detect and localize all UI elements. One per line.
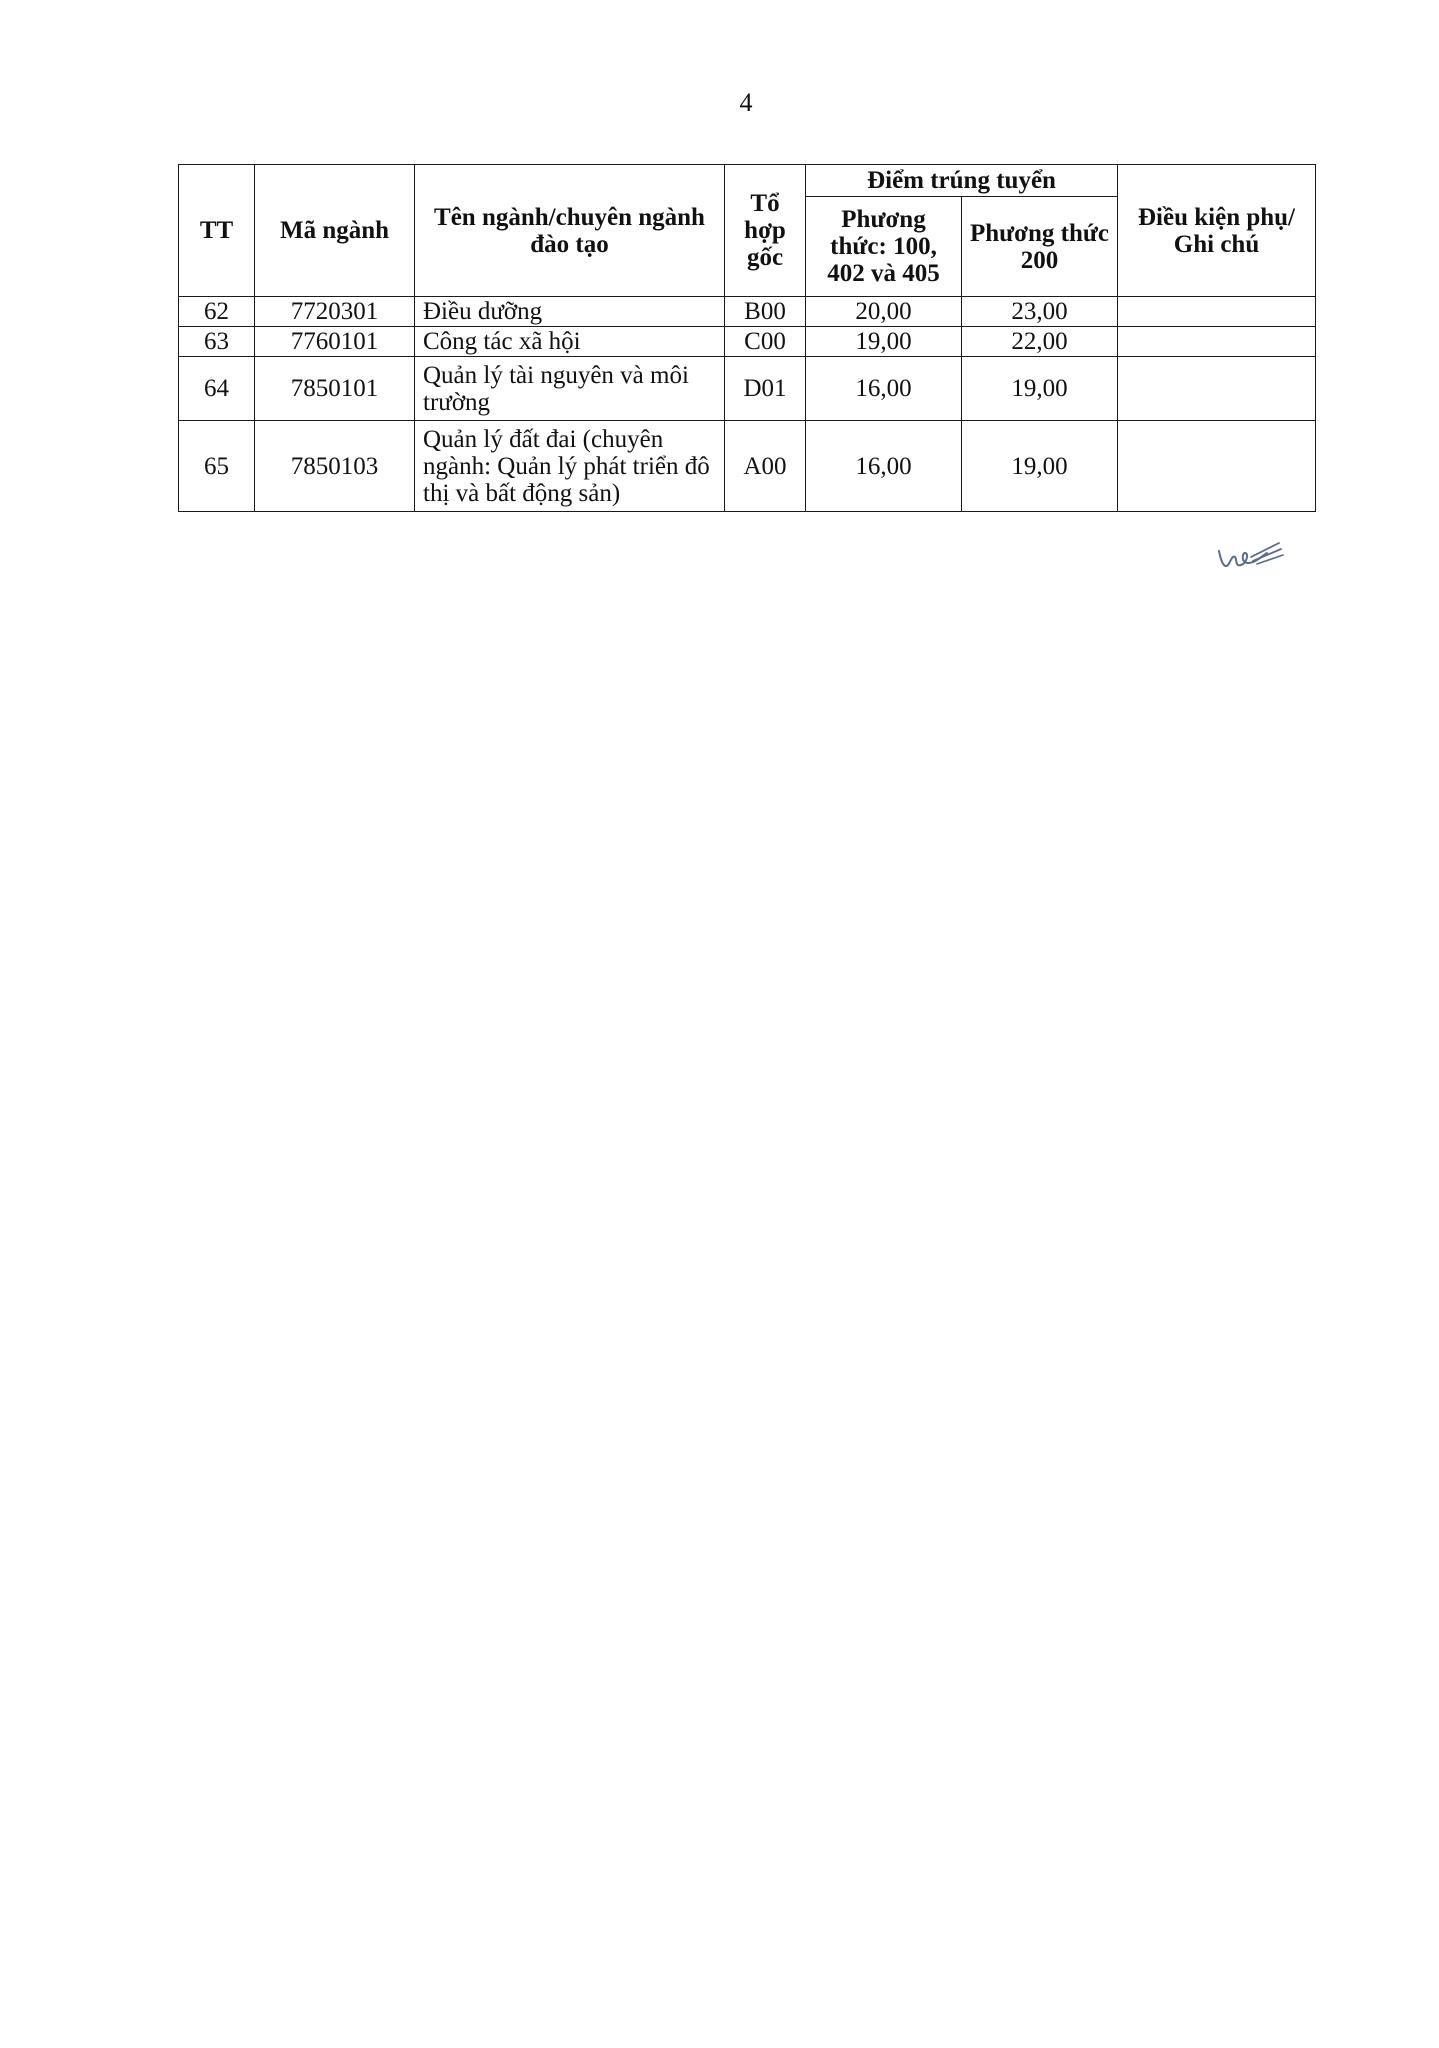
header-method-200: Phương thức 200 [962,197,1118,297]
cell-subject-combination: B00 [725,297,806,327]
cell-score-method-1: 20,00 [806,297,962,327]
header-tt: TT [179,165,255,297]
cell-subject-combination: A00 [725,421,806,512]
cell-notes [1118,357,1316,421]
cell-subject-combination: D01 [725,357,806,421]
table-row [179,327,1316,357]
table-row [179,357,1316,421]
cell-tt: 63 [179,327,255,357]
cell-major-code: 7720301 [255,297,415,327]
cell-tt: 62 [179,297,255,327]
cell-major-code: 7850101 [255,357,415,421]
cell-notes [1118,327,1316,357]
cell-notes [1118,421,1316,512]
table-row [179,421,1316,512]
cell-score-method-2: 19,00 [962,357,1118,421]
cell-score-method-2: 23,00 [962,297,1118,327]
header-notes: Điều kiện phụ/ Ghi chú [1118,165,1316,297]
cell-score-method-1: 16,00 [806,421,962,512]
cell-notes [1118,297,1316,327]
admission-scores-table [178,164,1316,512]
cell-major-code: 7850103 [255,421,415,512]
cell-score-method-1: 16,00 [806,357,962,421]
header-method-100-402-405: Phương thức: 100, 402 và 405 [806,197,962,297]
cell-score-method-2: 22,00 [962,327,1118,357]
cell-major-name: Công tác xã hội [415,327,725,357]
cell-tt: 65 [179,421,255,512]
header-admission-score: Điểm trúng tuyển [806,165,1118,197]
cell-score-method-2: 19,00 [962,421,1118,512]
cell-score-method-1: 19,00 [806,327,962,357]
cell-tt: 64 [179,357,255,421]
signature-icon [1215,537,1295,577]
header-major-name: Tên ngành/chuyên ngành đào tạo [415,165,725,297]
cell-major-name: Quản lý tài nguyên và môi trường [415,357,725,421]
cell-major-code: 7760101 [255,327,415,357]
header-major-code: Mã ngành [255,165,415,297]
header-subject-combination: Tổ hợp gốc [725,165,806,297]
cell-subject-combination: C00 [725,327,806,357]
table-row [179,297,1316,327]
cell-major-name: Điều dưỡng [415,297,725,327]
page-number: 4 [739,88,753,117]
cell-major-name: Quản lý đất đai (chuyên ngành: Quản lý phát triển đô thị và bất động sản) [415,421,725,512]
